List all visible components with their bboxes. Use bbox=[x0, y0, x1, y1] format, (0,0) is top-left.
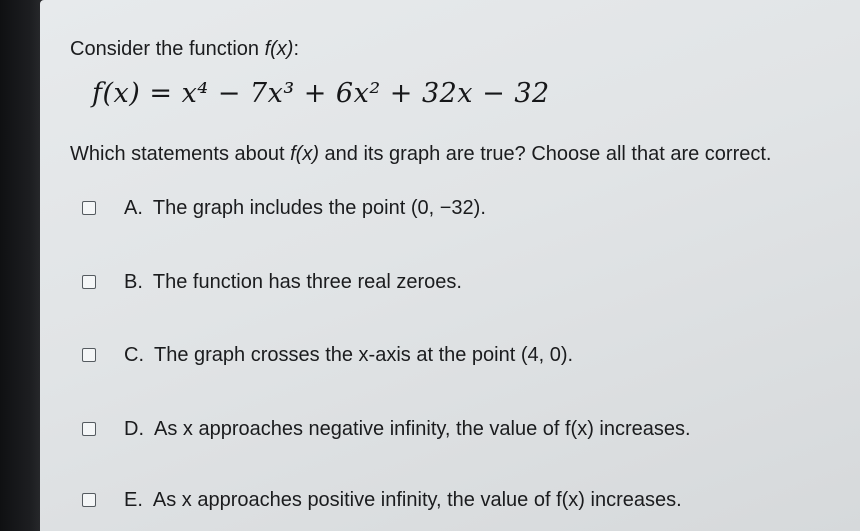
option-d[interactable] bbox=[82, 415, 691, 443]
option-a[interactable] bbox=[82, 194, 486, 222]
option-a-letter: A. bbox=[124, 196, 143, 219]
option-b-text: The function has three real zeroes. bbox=[152, 270, 462, 293]
option-d-checkbox[interactable] bbox=[82, 422, 96, 436]
dark-left-edge bbox=[0, 0, 44, 531]
option-c[interactable] bbox=[82, 341, 573, 369]
prompt-prefix: Consider the function bbox=[70, 38, 265, 60]
option-c-checkbox[interactable] bbox=[82, 348, 96, 362]
option-d-letter: D. bbox=[124, 417, 144, 440]
option-e-text: As x approaches positive infinity, the value of f(x) increases. bbox=[152, 488, 682, 511]
prompt-function: f(x) bbox=[264, 38, 294, 60]
option-b[interactable] bbox=[82, 268, 462, 296]
function-equation: f(x) = x⁴ − 7x³ + 6x² + 32x − 32 bbox=[92, 78, 550, 109]
option-c-text: The graph crosses the x-axis at the point (4, 0). bbox=[154, 343, 574, 366]
question-instruction bbox=[70, 143, 771, 166]
option-a-checkbox[interactable] bbox=[82, 201, 96, 215]
option-a-text: The graph includes the point (0, −32). bbox=[152, 196, 486, 219]
question-prompt bbox=[70, 38, 299, 61]
option-e-checkbox[interactable] bbox=[82, 493, 96, 507]
prompt-suffix: : bbox=[293, 38, 300, 60]
instruction-suffix: and its graph are true? Choose all that are correct. bbox=[319, 143, 772, 165]
instruction-prefix: Which statements about bbox=[70, 143, 291, 165]
option-c-letter: C. bbox=[124, 343, 144, 366]
option-e[interactable] bbox=[82, 486, 682, 514]
option-d-text: As x approaches negative infinity, the value of f(x) increases. bbox=[154, 417, 691, 440]
instruction-function: f(x) bbox=[290, 143, 319, 165]
option-b-checkbox[interactable] bbox=[82, 275, 96, 289]
option-e-letter: E. bbox=[124, 488, 143, 511]
option-b-letter: B. bbox=[124, 270, 143, 293]
